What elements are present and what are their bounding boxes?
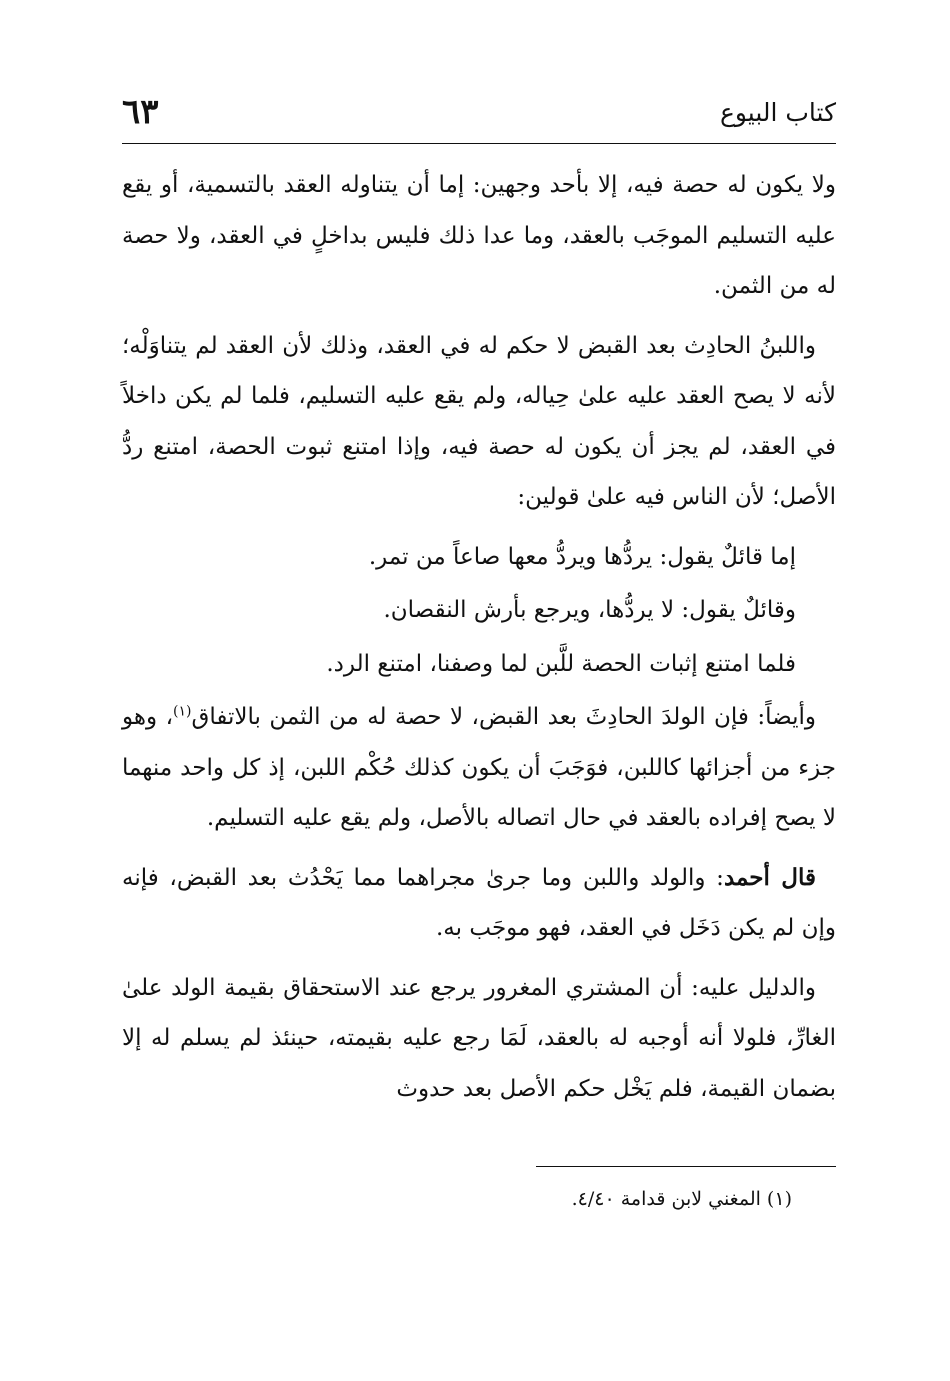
footnote-1: (١) المغني لابن قدامة ٤/٤٠. — [571, 1188, 792, 1210]
quote-line-2: وقائلٌ يقول: لا يردُّها، ويرجع بأرش النقصان. — [383, 597, 796, 623]
paragraph-3-start: وأيضاً: فإن الولدَ الحادِثَ بعد القبض، لا حصة له من الثمن بالاتفاق — [191, 704, 816, 730]
speaker-label: قال أحمد — [723, 863, 816, 891]
paragraph-3 — [122, 692, 836, 844]
footnote-reference[interactable]: (١) — [173, 703, 192, 720]
footnote-rule — [536, 1166, 836, 1167]
quote-line-1: إما قائلٌ يقول: يردُّها ويردُّ معها صاعاً من تمر. — [368, 543, 796, 570]
quote-line-3: فلما امتنع إثبات الحصة للَّبن لما وصفنا، امتنع الرد. — [326, 650, 796, 677]
header-rule — [122, 143, 836, 144]
paragraph-5: والدليل عليه: أن المشتري المغرور يرجع عند الاستحقاق بقيمة الولد علىٰ الغارِّ، فلولا أنه أوجبه له بالعقد، لَمَا رجع عليه بقيمته، حينئذ لم يسلم له إلا بضمان القيمة، فلم يَخْل حكم الأصل بعد حدوث — [122, 974, 836, 1102]
paragraph-4 — [122, 853, 836, 954]
paragraph-3-end: ، وهو جزء من أجزائها كاللبن، فوَجَبَ أن يكون كذلك حُكْم اللبن، إذ كل واحد منهما لا يصح إفراده بالعقد في حال اتصاله بالأصل، ولم يقع عليه التسليم. — [122, 704, 836, 831]
running-header-title: كتاب البيوع — [719, 98, 836, 127]
paragraph-4-text: : والولد واللبن وما جرىٰ مجراهما مما يَحْدُث بعد القبض، فإنه وإن لم يكن دَخَل في العقد، فهو موجَب به. — [122, 864, 836, 941]
paragraph-2: واللبنُ الحادِث بعد القبض لا حكم له في العقد، وذلك لأن العقد لم يتناوَلْه؛ لأنه لا يصح العقد عليه علىٰ حِياله، ولم يقع عليه التسليم، فلما لم يكن داخلاً في العقد، لم يجز أن يكون له حصة فيه، وإذا امتنع ثبوت الحصة، امتنع ردُّ الأصل؛ لأن الناس فيه علىٰ قولين: — [122, 332, 836, 510]
page-number: ٦٣ — [122, 92, 159, 132]
running-header — [122, 92, 836, 142]
main-text — [122, 160, 836, 1123]
book-page — [122, 0, 836, 1381]
paragraph-1: ولا يكون له حصة فيه، إلا بأحد وجهين: إما أن يتناوله العقد بالتسمية، أو يقع عليه التسليم الموجَب بالعقد، وما عدا ذلك فليس بداخلٍ في العقد، ولا حصة له من الثمن. — [122, 172, 836, 299]
